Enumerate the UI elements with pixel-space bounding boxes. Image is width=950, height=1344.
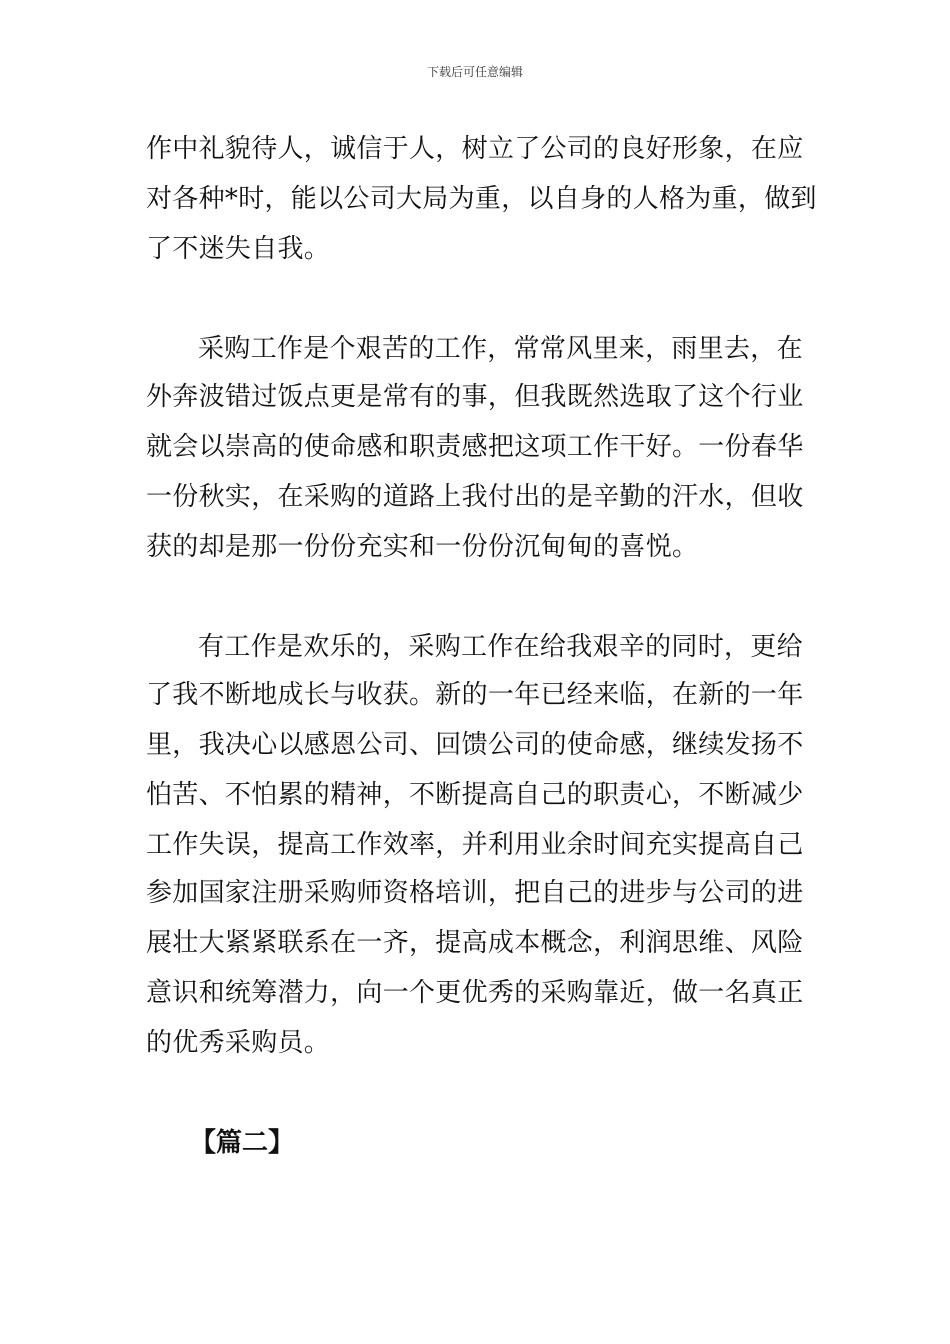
paragraph-1-line-1: 作中礼貌待人，诚信于人，树立了公司的良好形象，在应 [146,134,804,164]
paragraph-3-line-3: 里，我决心以感恩公司、回馈公司的使命感，继续发扬不 [146,730,804,760]
paragraph-2-line-2: 外奔波错过饭点更是常有的事，但我既然选取了这个行业 [146,382,804,412]
paragraph-3-line-1: 有工作是欢乐的，采购工作在给我艰辛的同时，更给 [198,632,803,662]
section-heading: 【篇二】 [190,1128,295,1158]
paragraph-2-line-3: 就会以崇高的使命感和职责感把这项工作干好。一份春华 [146,432,804,462]
paragraph-3-line-8: 意识和统筹潜力，向一个更优秀的采购靠近，做一名真正 [146,978,804,1008]
paragraph-3-line-2: 了我不断地成长与收获。新的一年已经来临，在新的一年 [146,680,804,710]
paragraph-1-line-3: 了不迷失自我。 [146,234,331,264]
paragraph-2-line-4: 一份秋实，在采购的道路上我付出的是辛勤的汗水，但收 [146,482,804,512]
paragraph-3-line-5: 工作失误，提高工作效率，并利用业余时间充实提高自己 [146,830,804,860]
paragraph-3-line-6: 参加国家注册采购师资格培训，把自己的进步与公司的进 [146,878,804,908]
paragraph-3-line-4: 怕苦、不怕累的精神，不断提高自己的职责心，不断减少 [146,780,804,810]
paragraph-3-line-7: 展壮大紧紧联系在一齐，提高成本概念，利润思维、风险 [146,928,804,958]
paragraph-2-line-5: 获的却是那一份份充实和一份份沉甸甸的喜悦。 [146,532,699,562]
paragraph-3-line-9: 的优秀采购员。 [146,1028,331,1058]
paragraph-1-line-2: 对各种*时，能以公司大局为重，以自身的人格为重，做到 [146,184,817,214]
paragraph-2-line-1: 采购工作是个艰苦的工作，常常风里来，雨里去，在 [198,334,803,364]
page-header: 下载后可任意编辑 [426,65,523,79]
